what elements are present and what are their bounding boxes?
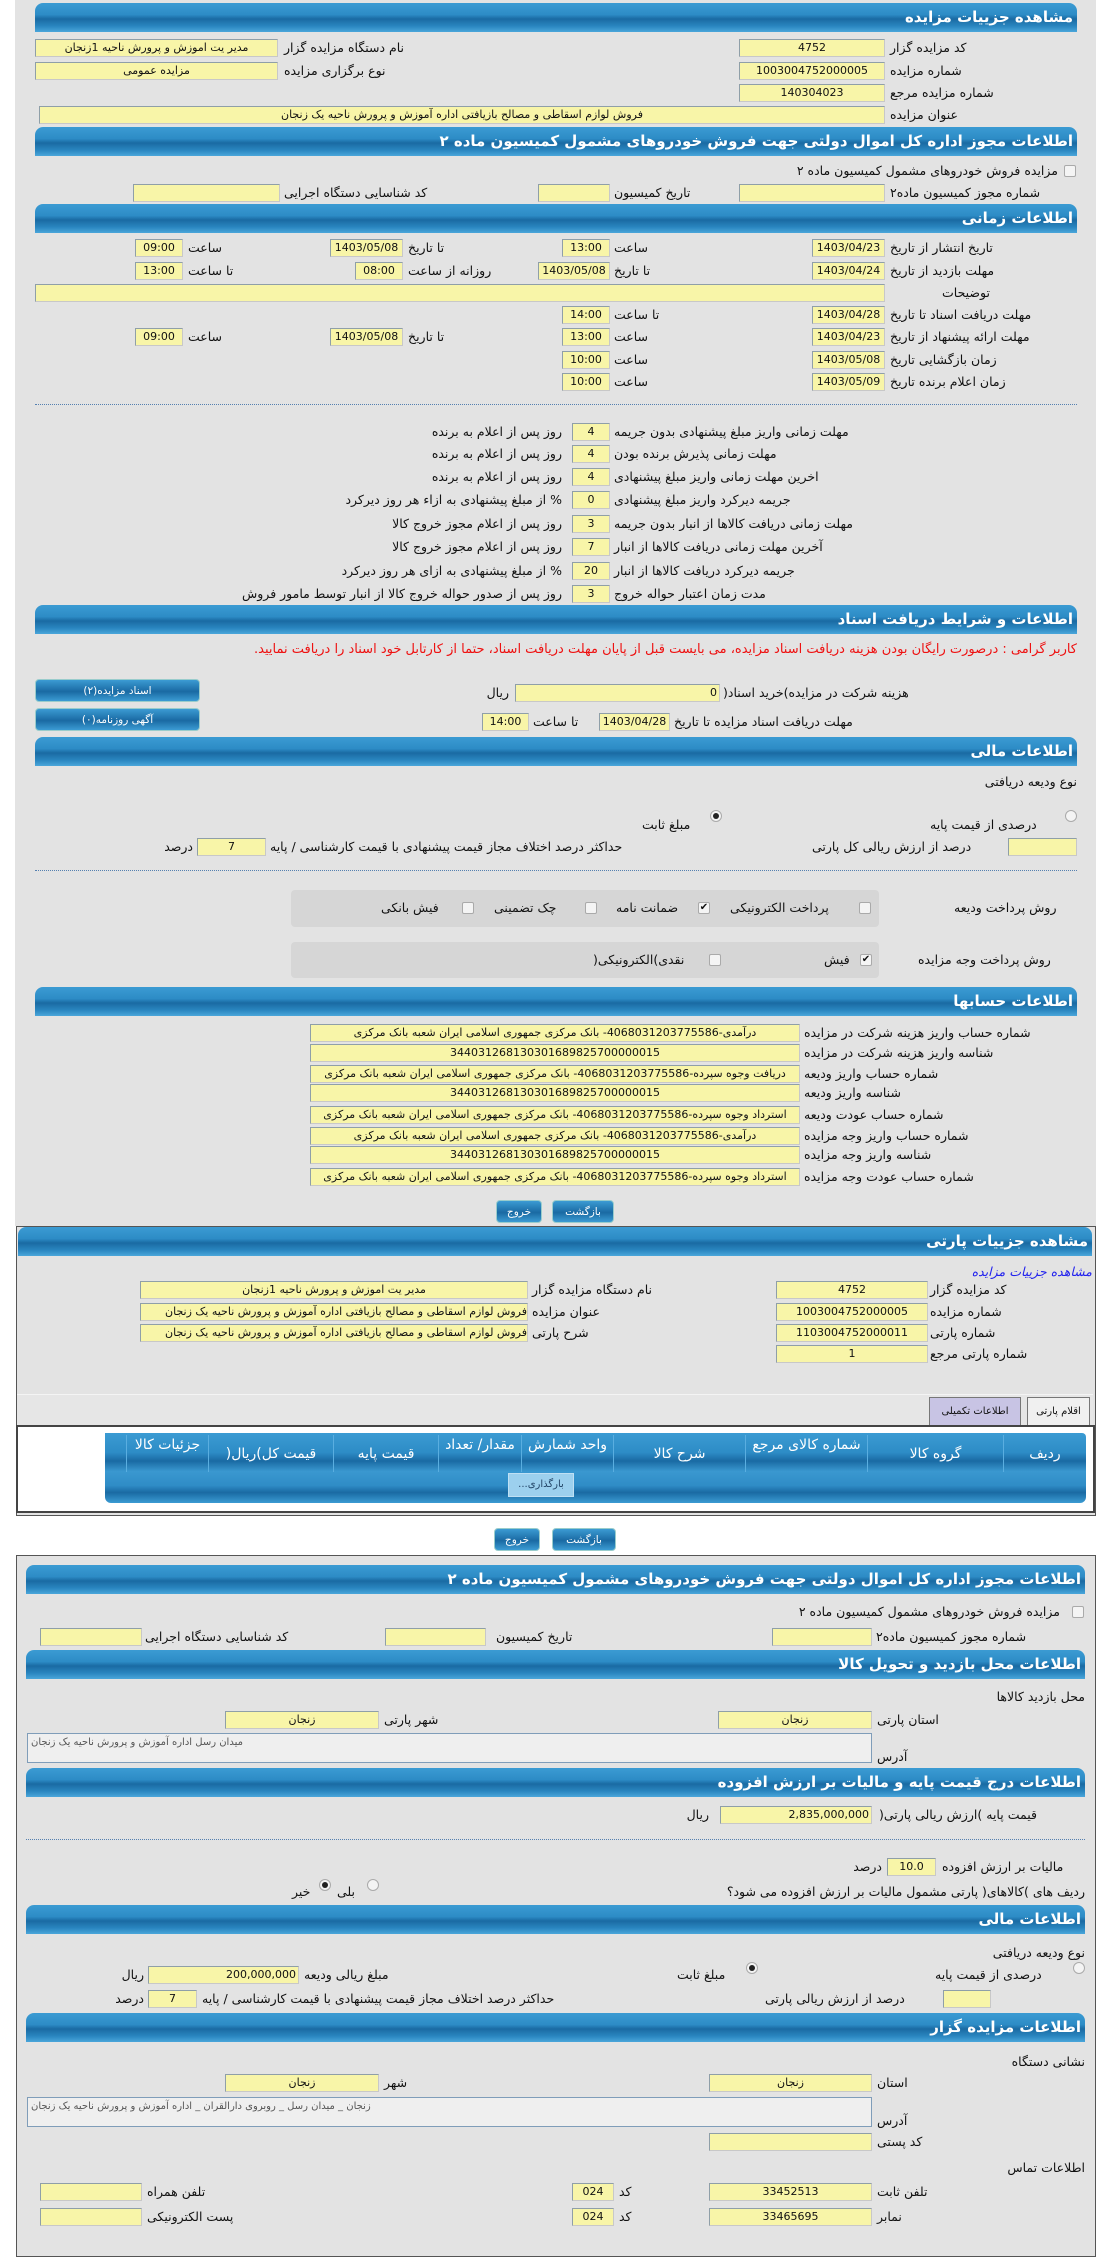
lot-address-field[interactable] xyxy=(27,1733,872,1763)
label: آدرس xyxy=(877,2113,908,2128)
percent-field-2[interactable] xyxy=(943,1990,991,2008)
label: ساعت xyxy=(188,240,223,255)
commission-checkbox-2[interactable] xyxy=(1072,1606,1084,1618)
label: مهلت زمانی واریز مبلغ پیشنهادی بدون جریمه xyxy=(614,424,849,439)
col-unit[interactable]: واحد شمارش xyxy=(521,1435,613,1472)
deadline-value[interactable]: 3 xyxy=(572,585,610,603)
col-total-price[interactable]: قیمت کل)ریال( xyxy=(208,1435,333,1472)
label: مهلت زمانی پذیرش برنده بودن xyxy=(614,446,777,461)
label: شماره حساب عودت ودیعه xyxy=(804,1107,944,1122)
tab-extra-info[interactable]: اطلاعات تکمیلی xyxy=(929,1397,1021,1425)
label: روزانه از ساعت xyxy=(408,263,492,278)
publish-to-date[interactable]: 1403/05/08 xyxy=(330,239,403,257)
tab-lot-items[interactable]: اقلام پارتی xyxy=(1027,1397,1090,1425)
suffix: % از مبلغ پیشنهادی به ازای هر روز دیرکرد xyxy=(341,563,562,578)
auction-type-field[interactable]: مزایده عمومی xyxy=(35,62,278,80)
seller-address-field[interactable] xyxy=(27,2097,872,2127)
label: عنوان مزایده xyxy=(890,107,958,122)
label: تا تاریخ xyxy=(408,329,445,344)
commission-checkbox[interactable] xyxy=(1064,165,1076,177)
exit-button[interactable]: خروج xyxy=(496,1200,542,1223)
label: مهلت بازدید از تاریخ xyxy=(890,263,995,278)
suffix: روز پس از صدور حواله خروج کالا از انبار توسط مامور فروش xyxy=(242,586,562,601)
label: شهر xyxy=(384,2075,408,2090)
section-header-timing: اطلاعات زمانی xyxy=(35,204,1077,233)
phone-field[interactable]: 33452513 xyxy=(709,2183,872,2201)
base-price-field[interactable]: 2,835,000,000 xyxy=(720,1806,872,1824)
divider xyxy=(26,1839,1085,1840)
label: ردیف های )کالاهای( پارتی مشمول مالیات بر ارزش افزوده می شود؟ xyxy=(726,1884,1085,1899)
fixed-amount-radio-2[interactable] xyxy=(746,1962,758,1974)
label: نوع ودیعه دریافتی xyxy=(992,1945,1085,1960)
label: ساعت xyxy=(614,352,649,367)
label: استان xyxy=(877,2075,908,2090)
label: هزینه شرکت در مزایده)خرید اسناد( xyxy=(723,685,909,700)
lot-city-field[interactable]: زنجان xyxy=(225,1711,379,1729)
deadline-value[interactable]: 3 xyxy=(572,515,610,533)
deadline-value[interactable]: 4 xyxy=(572,423,610,441)
section-header-visit: اطلاعات محل بازدید و تحویل کالا xyxy=(26,1650,1085,1679)
label: مهلت دریافت اسناد تا تاریخ xyxy=(890,307,1032,322)
lot-ref-field[interactable]: 1 xyxy=(776,1345,928,1363)
label: شماره حساب عودت وجه مزایده xyxy=(804,1169,974,1184)
label: حداکثر درصد اختلاف مجاز قیمت پیشنهادی با قیمت کارشناسی / پایه xyxy=(202,1991,555,2006)
lot-description-field[interactable]: فروش لوازم اسقاطی و مصالح بازیافتی اداره آموزش و پرورش ناحیه یک زنجان xyxy=(140,1324,528,1342)
seller-province-field[interactable]: زنجان xyxy=(709,2074,872,2092)
phone-area-code-field[interactable]: 024 xyxy=(572,2183,614,2201)
label: شماره پارتی xyxy=(930,1325,996,1340)
account-field[interactable]: 344031268130301689825700000015 xyxy=(310,1146,800,1164)
email-field[interactable] xyxy=(40,2208,142,2226)
label: اخرین مهلت زمانی واریز مبلغ پیشنهادی xyxy=(614,469,819,484)
lot-subject-field[interactable]: فروش لوازم اسقاطی و مصالح بازیافتی اداره آموزش و پرورش ناحیه یک زنجان xyxy=(140,1303,528,1321)
label: شهر پارتی xyxy=(384,1712,439,1727)
label: کد xyxy=(619,2209,632,2224)
visit-from-date[interactable]: 1403/04/24 xyxy=(812,262,885,280)
label: درصدی از قیمت پایه xyxy=(930,817,1037,832)
section-header-finance: اطلاعات مالی xyxy=(35,737,1077,766)
label: مزایده فروش خودروهای مشمول کمیسیون ماده ۲ xyxy=(798,1604,1060,1619)
fax-field[interactable]: 33465695 xyxy=(709,2208,872,2226)
label: محل بازدید کالاها xyxy=(996,1689,1085,1704)
publish-to-time[interactable]: 09:00 xyxy=(135,239,183,257)
fixed-amount-radio[interactable] xyxy=(710,810,722,822)
daily-from-time[interactable]: 08:00 xyxy=(355,262,403,280)
label: اطلاعات تماس xyxy=(1007,2160,1085,2175)
opening-date[interactable]: 1403/05/08 xyxy=(812,351,885,369)
offer-from-time[interactable]: 13:00 xyxy=(562,328,610,346)
mobile-field[interactable] xyxy=(40,2183,142,2201)
percent-radio[interactable] xyxy=(1065,810,1077,822)
suffix: % از مبلغ پیشنهادی به ازاء هر روز دیرکرد xyxy=(345,492,562,507)
newspaper-ads-button[interactable]: آگهی روزنامه(۰) xyxy=(35,708,200,731)
offer-to-time[interactable]: 09:00 xyxy=(135,328,183,346)
cash-electronic-checkbox[interactable] xyxy=(709,954,721,966)
max-diff-field-2[interactable]: 7 xyxy=(148,1990,197,2008)
suffix: روز پس از اعلام مجوز خروج کالا xyxy=(392,539,562,554)
label: درصد xyxy=(115,1991,144,2006)
deadline-value[interactable]: 4 xyxy=(572,468,610,486)
divider xyxy=(35,404,1077,405)
label: کد پستی xyxy=(877,2134,923,2149)
label: روش پرداخت وجه مزایده xyxy=(918,952,1051,967)
suffix: روز پس از اعلام مجوز خروج کالا xyxy=(392,516,562,531)
label: درصد xyxy=(853,1859,882,1874)
label: مبلغ ریالی ودیعه xyxy=(304,1967,389,1982)
label: شناسه واریز وجه مزایده xyxy=(804,1147,932,1162)
deadline-value[interactable]: 0 xyxy=(572,491,610,509)
label: ریال xyxy=(686,1807,709,1822)
section-header-accounts: اطلاعات حسابها xyxy=(35,987,1077,1016)
label: تا ساعت xyxy=(533,714,579,729)
auction-code-field[interactable]: 4752 xyxy=(739,39,885,57)
label: شرح پارتی xyxy=(532,1325,589,1340)
label: نام دستگاه مزایده گزار xyxy=(532,1282,653,1297)
label: کد شناسایی دستگاه اجرایی xyxy=(145,1629,289,1644)
label: ساعت xyxy=(614,374,649,389)
label: فیش xyxy=(824,952,850,967)
label: ریال xyxy=(121,1967,144,1982)
label: نمابر xyxy=(877,2209,902,2224)
label: روش پرداخت ودیعه xyxy=(954,900,1057,915)
docs-deadline-time[interactable]: 14:00 xyxy=(562,306,610,324)
label: شماره مجوز کمیسیون ماده۲ xyxy=(890,185,1041,200)
label: تا تاریخ xyxy=(614,263,651,278)
label: شماره مجوز کمیسیون ماده۲ xyxy=(876,1629,1027,1644)
label: ضمانت نامه xyxy=(616,900,679,915)
label: تاریخ انتشار از تاریخ xyxy=(890,240,993,255)
label: عنوان مزایده xyxy=(532,1304,600,1319)
label: تلفن ثابت xyxy=(877,2184,928,2199)
section-header-price: اطلاعات درج قیمت پایه و مالیات بر ارزش افزوده xyxy=(26,1768,1085,1797)
commission-date-field-2[interactable] xyxy=(385,1628,486,1646)
account-field[interactable]: دریافت وجوه سپرده-4068031203775586- بانک مرکزی جمهوری اسلامی ایران شعبه بانک مرکزی xyxy=(310,1065,800,1083)
docs-notice: کاربر گرامی : درصورت رایگان بودن هزینه دریافت اسناد مزایده، می بایست قبل از پایان مهلت دریافت اسناد، حتما از کارتابل خود اسناد را دریافت نمایید. xyxy=(254,642,1077,657)
divider xyxy=(35,870,1077,871)
section-header-seller: اطلاعات مزایده گزار xyxy=(26,2013,1085,2042)
label: شماره مزایده xyxy=(930,1304,1002,1319)
label: نقدی)الکترونیکی( xyxy=(593,952,685,967)
description-field[interactable] xyxy=(35,284,885,302)
permit-number-field-2[interactable] xyxy=(772,1628,872,1646)
vat-field[interactable]: 10.0 xyxy=(887,1858,936,1876)
label: کد مزایده گزار xyxy=(930,1282,1007,1297)
label: مهلت ارائه پیشنهاد از تاریخ xyxy=(890,329,1030,344)
label: چک تضمینی xyxy=(494,900,557,915)
docs-deadline-date-field[interactable]: 1403/04/28 xyxy=(599,713,670,731)
label: نام دستگاه مزایده گزار xyxy=(284,40,405,55)
label: نوع ودیعه دریافتی xyxy=(984,774,1077,789)
publish-from-date[interactable]: 1403/04/23 xyxy=(812,239,885,257)
label: مدت زمان اعتبار حواله خروج xyxy=(614,586,766,601)
label: تا ساعت xyxy=(614,307,660,322)
label: آخرین مهلت زمانی دریافت کالاها از انبار xyxy=(614,539,823,554)
label: مهلت زمانی دریافت کالاها از انبار بدون جریمه xyxy=(614,516,853,531)
address-text: میدان رسل اداره آموزش و پرورش ناحیه یک زنجان xyxy=(31,1737,243,1748)
auction-ref-field[interactable]: 140304023 xyxy=(739,84,885,102)
label: زمان بازگشایی تاریخ xyxy=(890,352,997,367)
organization-field[interactable]: مدیر یت اموزش و پرورش ناحیه 1زنجان xyxy=(35,39,278,57)
label: شماره حساب واریز وجه مزایده xyxy=(804,1128,969,1143)
label: شناسه واریز ودیعه xyxy=(804,1085,901,1100)
col-ref-code[interactable]: شماره کالای مرجع xyxy=(745,1435,867,1472)
winner-date[interactable]: 1403/05/09 xyxy=(812,373,885,391)
account-field[interactable]: درآمدی-4068031203775586- بانک مرکزی جمهوری اسلامی ایران شعبه بانک مرکزی xyxy=(310,1127,800,1145)
postal-code-field[interactable] xyxy=(709,2133,872,2151)
label: قیمت پایه )ارزش ریالی پارتی( xyxy=(879,1807,1037,1822)
label: مبلغ ثابت xyxy=(642,817,691,832)
label: درصدی از قیمت پایه xyxy=(935,1967,1042,1982)
section-header-finance-2: اطلاعات مالی xyxy=(26,1905,1085,1934)
section-header-auction-details: مشاهده جزییات مزایده xyxy=(35,3,1077,32)
label: تلفن همراه xyxy=(147,2184,206,2199)
offer-from-date[interactable]: 1403/04/23 xyxy=(812,328,885,346)
label: زمان اعلام برنده تاریخ xyxy=(890,374,1006,389)
label: درصد xyxy=(164,839,193,854)
label: تاریخ کمیسیون xyxy=(496,1629,573,1644)
col-group[interactable]: گروه کالا xyxy=(867,1435,1003,1472)
account-field[interactable]: استرداد وجوه سپرده-4068031203775586- بانک مرکزی جمهوری اسلامی ایران شعبه بانک مرکزی xyxy=(310,1106,800,1124)
label: مالیات بر ارزش افزوده xyxy=(942,1859,1064,1874)
exec-code-field[interactable] xyxy=(133,184,280,202)
label: تا تاریخ xyxy=(408,240,445,255)
label: حداکثر درصد اختلاف مجاز قیمت پیشنهادی با قیمت کارشناسی / پایه xyxy=(270,839,623,854)
back-button[interactable]: بازگشت xyxy=(552,1528,616,1551)
label: درصد از ارزش ریالی کل پارتی xyxy=(812,839,972,854)
label: فیش بانکی xyxy=(381,900,439,915)
electronic-payment-checkbox[interactable] xyxy=(859,902,871,914)
auction-details-link[interactable]: مشاهده جزییات مزایده xyxy=(971,1264,1092,1279)
label: نوع برگزاری مزایده xyxy=(284,63,386,78)
deadline-value[interactable]: 20 xyxy=(572,562,610,580)
account-field[interactable]: 344031268130301689825700000015 xyxy=(310,1084,800,1102)
label: توضیحات xyxy=(942,285,990,300)
vat-no-radio[interactable] xyxy=(319,1879,331,1891)
label: پرداخت الکترونیکی xyxy=(730,900,829,915)
max-diff-field[interactable]: 7 xyxy=(197,838,266,856)
seller-city-field[interactable]: زنجان xyxy=(225,2074,379,2092)
opening-time[interactable]: 10:00 xyxy=(562,351,610,369)
commission-date-field[interactable] xyxy=(538,184,610,202)
label: جریمه دیرکرد دریافت کالاها از انبار xyxy=(614,563,795,578)
account-field[interactable]: استرداد وجوه سپرده-4068031203775586- بانک مرکزی جمهوری اسلامی ایران شعبه بانک مرکزی xyxy=(310,1168,800,1186)
section-header-permit: اطلاعات مجوز اداره کل اموال دولتی جهت فروش خودروهای مشمول کمیسیون ماده ۲ xyxy=(35,127,1077,156)
lot-org-field[interactable]: مدیر یت اموزش و پرورش ناحیه 1زنجان xyxy=(140,1281,528,1299)
label: ساعت xyxy=(614,329,649,344)
col-details[interactable]: جزئیات کالا xyxy=(126,1435,208,1472)
fax-area-code-field[interactable]: 024 xyxy=(572,2208,614,2226)
docs-deadline-date[interactable]: 1403/04/28 xyxy=(812,306,885,324)
suffix: روز پس از اعلام به برنده xyxy=(431,446,562,461)
label: مهلت دریافت اسناد مزایده تا تاریخ xyxy=(674,714,853,729)
account-field[interactable]: 344031268130301689825700000015 xyxy=(310,1044,800,1062)
account-field[interactable]: درآمدی-4068031203775586- بانک مرکزی جمهوری اسلامی ایران شعبه بانک مرکزی xyxy=(310,1024,800,1042)
lot-auction-number-field[interactable]: 1003004752000005 xyxy=(776,1303,928,1321)
col-quantity[interactable]: مقدار/ تعداد xyxy=(438,1435,521,1472)
label: آدرس xyxy=(877,1749,908,1764)
lot-auction-code-field[interactable]: 4752 xyxy=(776,1281,928,1299)
deadline-value[interactable]: 4 xyxy=(572,445,610,463)
auction-documents-button[interactable]: اسناد مزایده(۲) xyxy=(35,679,200,702)
percent-field[interactable] xyxy=(1008,838,1077,856)
label: درصد از ارزش ریالی پارتی xyxy=(765,1991,905,2006)
label: استان پارتی xyxy=(877,1712,939,1727)
label: ساعت xyxy=(188,329,223,344)
suffix: روز پس از اعلام به برنده xyxy=(431,469,562,484)
label: کد xyxy=(619,2184,632,2199)
auction-subject-field[interactable]: فروش لوازم اسقاطی و مصالح بازیافتی اداره آموزش و پرورش ناحیه یک زنجان xyxy=(39,106,885,124)
docs-cost-field[interactable]: 0 xyxy=(515,684,720,702)
label: پست الکترونیکی xyxy=(147,2209,234,2224)
exec-code-field-2[interactable] xyxy=(40,1628,142,1646)
section-header-permit-2: اطلاعات مجوز اداره کل اموال دولتی جهت فروش خودروهای مشمول کمیسیون ماده ۲ xyxy=(26,1565,1085,1594)
offer-to-date[interactable]: 1403/05/08 xyxy=(330,328,403,346)
label: مبلغ ثابت xyxy=(677,1967,726,1982)
receipt-checkbox[interactable]: ✔ xyxy=(861,954,871,965)
exit-button[interactable]: خروج xyxy=(494,1528,540,1551)
address-text: زنجان _ میدان رسل _ روبروی دارالقران _ اداره آموزش و پرورش ناحیه یک زنجان xyxy=(31,2101,371,2112)
label: شماره مزایده xyxy=(890,63,962,78)
visit-to-date[interactable]: 1403/05/08 xyxy=(538,262,610,280)
section-header-docs: اطلاعات و شرایط دریافت اسناد xyxy=(35,605,1077,634)
label: ساعت xyxy=(614,240,649,255)
col-description[interactable]: شرح کالا xyxy=(613,1435,745,1472)
docs-deadline-time-field[interactable]: 14:00 xyxy=(482,713,529,731)
label: شماره حساب واریز ودیعه xyxy=(804,1066,939,1081)
col-row[interactable]: ردیف xyxy=(1003,1435,1086,1472)
label: بلی xyxy=(337,1884,356,1899)
cheque-checkbox[interactable] xyxy=(585,902,597,914)
section-header-lot-details: مشاهده جزییات پارتی xyxy=(18,1227,1092,1256)
label: شماره مزایده مرجع xyxy=(890,85,994,100)
label: تا ساعت xyxy=(188,263,234,278)
deadline-value[interactable]: 7 xyxy=(572,538,610,556)
auction-number-field[interactable]: 1003004752000005 xyxy=(739,62,885,80)
label: کد مزایده گزار xyxy=(890,40,967,55)
loading-indicator: بارگذاری... xyxy=(508,1473,574,1497)
permit-number-field[interactable] xyxy=(739,184,885,202)
label: تاریخ کمیسیون xyxy=(614,185,691,200)
bank-receipt-checkbox[interactable] xyxy=(462,902,474,914)
back-button[interactable]: بازگشت xyxy=(552,1200,614,1223)
daily-to-time[interactable]: 13:00 xyxy=(135,262,183,280)
label: ریال xyxy=(486,685,509,700)
label: شماره پارتی مرجع xyxy=(930,1346,1028,1361)
label: خیر xyxy=(292,1884,311,1899)
label: کد شناسایی دستگاه اجرایی xyxy=(284,185,428,200)
col-base-price[interactable]: قیمت پایه xyxy=(333,1435,438,1472)
lot-number-field[interactable]: 1103004752000011 xyxy=(776,1324,928,1342)
percent-radio-2[interactable] xyxy=(1073,1962,1085,1974)
lot-province-field[interactable]: زنجان xyxy=(718,1711,872,1729)
vat-yes-radio[interactable] xyxy=(367,1879,379,1891)
winner-time[interactable]: 10:00 xyxy=(562,373,610,391)
label: جریمه دیرکرد واریز مبلغ پیشنهادی xyxy=(614,492,791,507)
guarantee-checkbox[interactable]: ✔ xyxy=(699,902,709,913)
deposit-amount-field[interactable]: 200,000,000 xyxy=(148,1966,299,1984)
publish-from-time[interactable]: 13:00 xyxy=(562,239,610,257)
label: نشانی دستگاه xyxy=(1011,2054,1085,2069)
label: شماره حساب واریز هزینه شرکت در مزایده xyxy=(804,1025,1031,1040)
payment-methods-panel xyxy=(291,942,879,978)
suffix: روز پس از اعلام به برنده xyxy=(431,424,562,439)
label: شناسه واریز هزینه شرکت در مزایده xyxy=(804,1045,994,1060)
label: مزایده فروش خودروهای مشمول کمیسیون ماده ۲ xyxy=(796,163,1058,178)
